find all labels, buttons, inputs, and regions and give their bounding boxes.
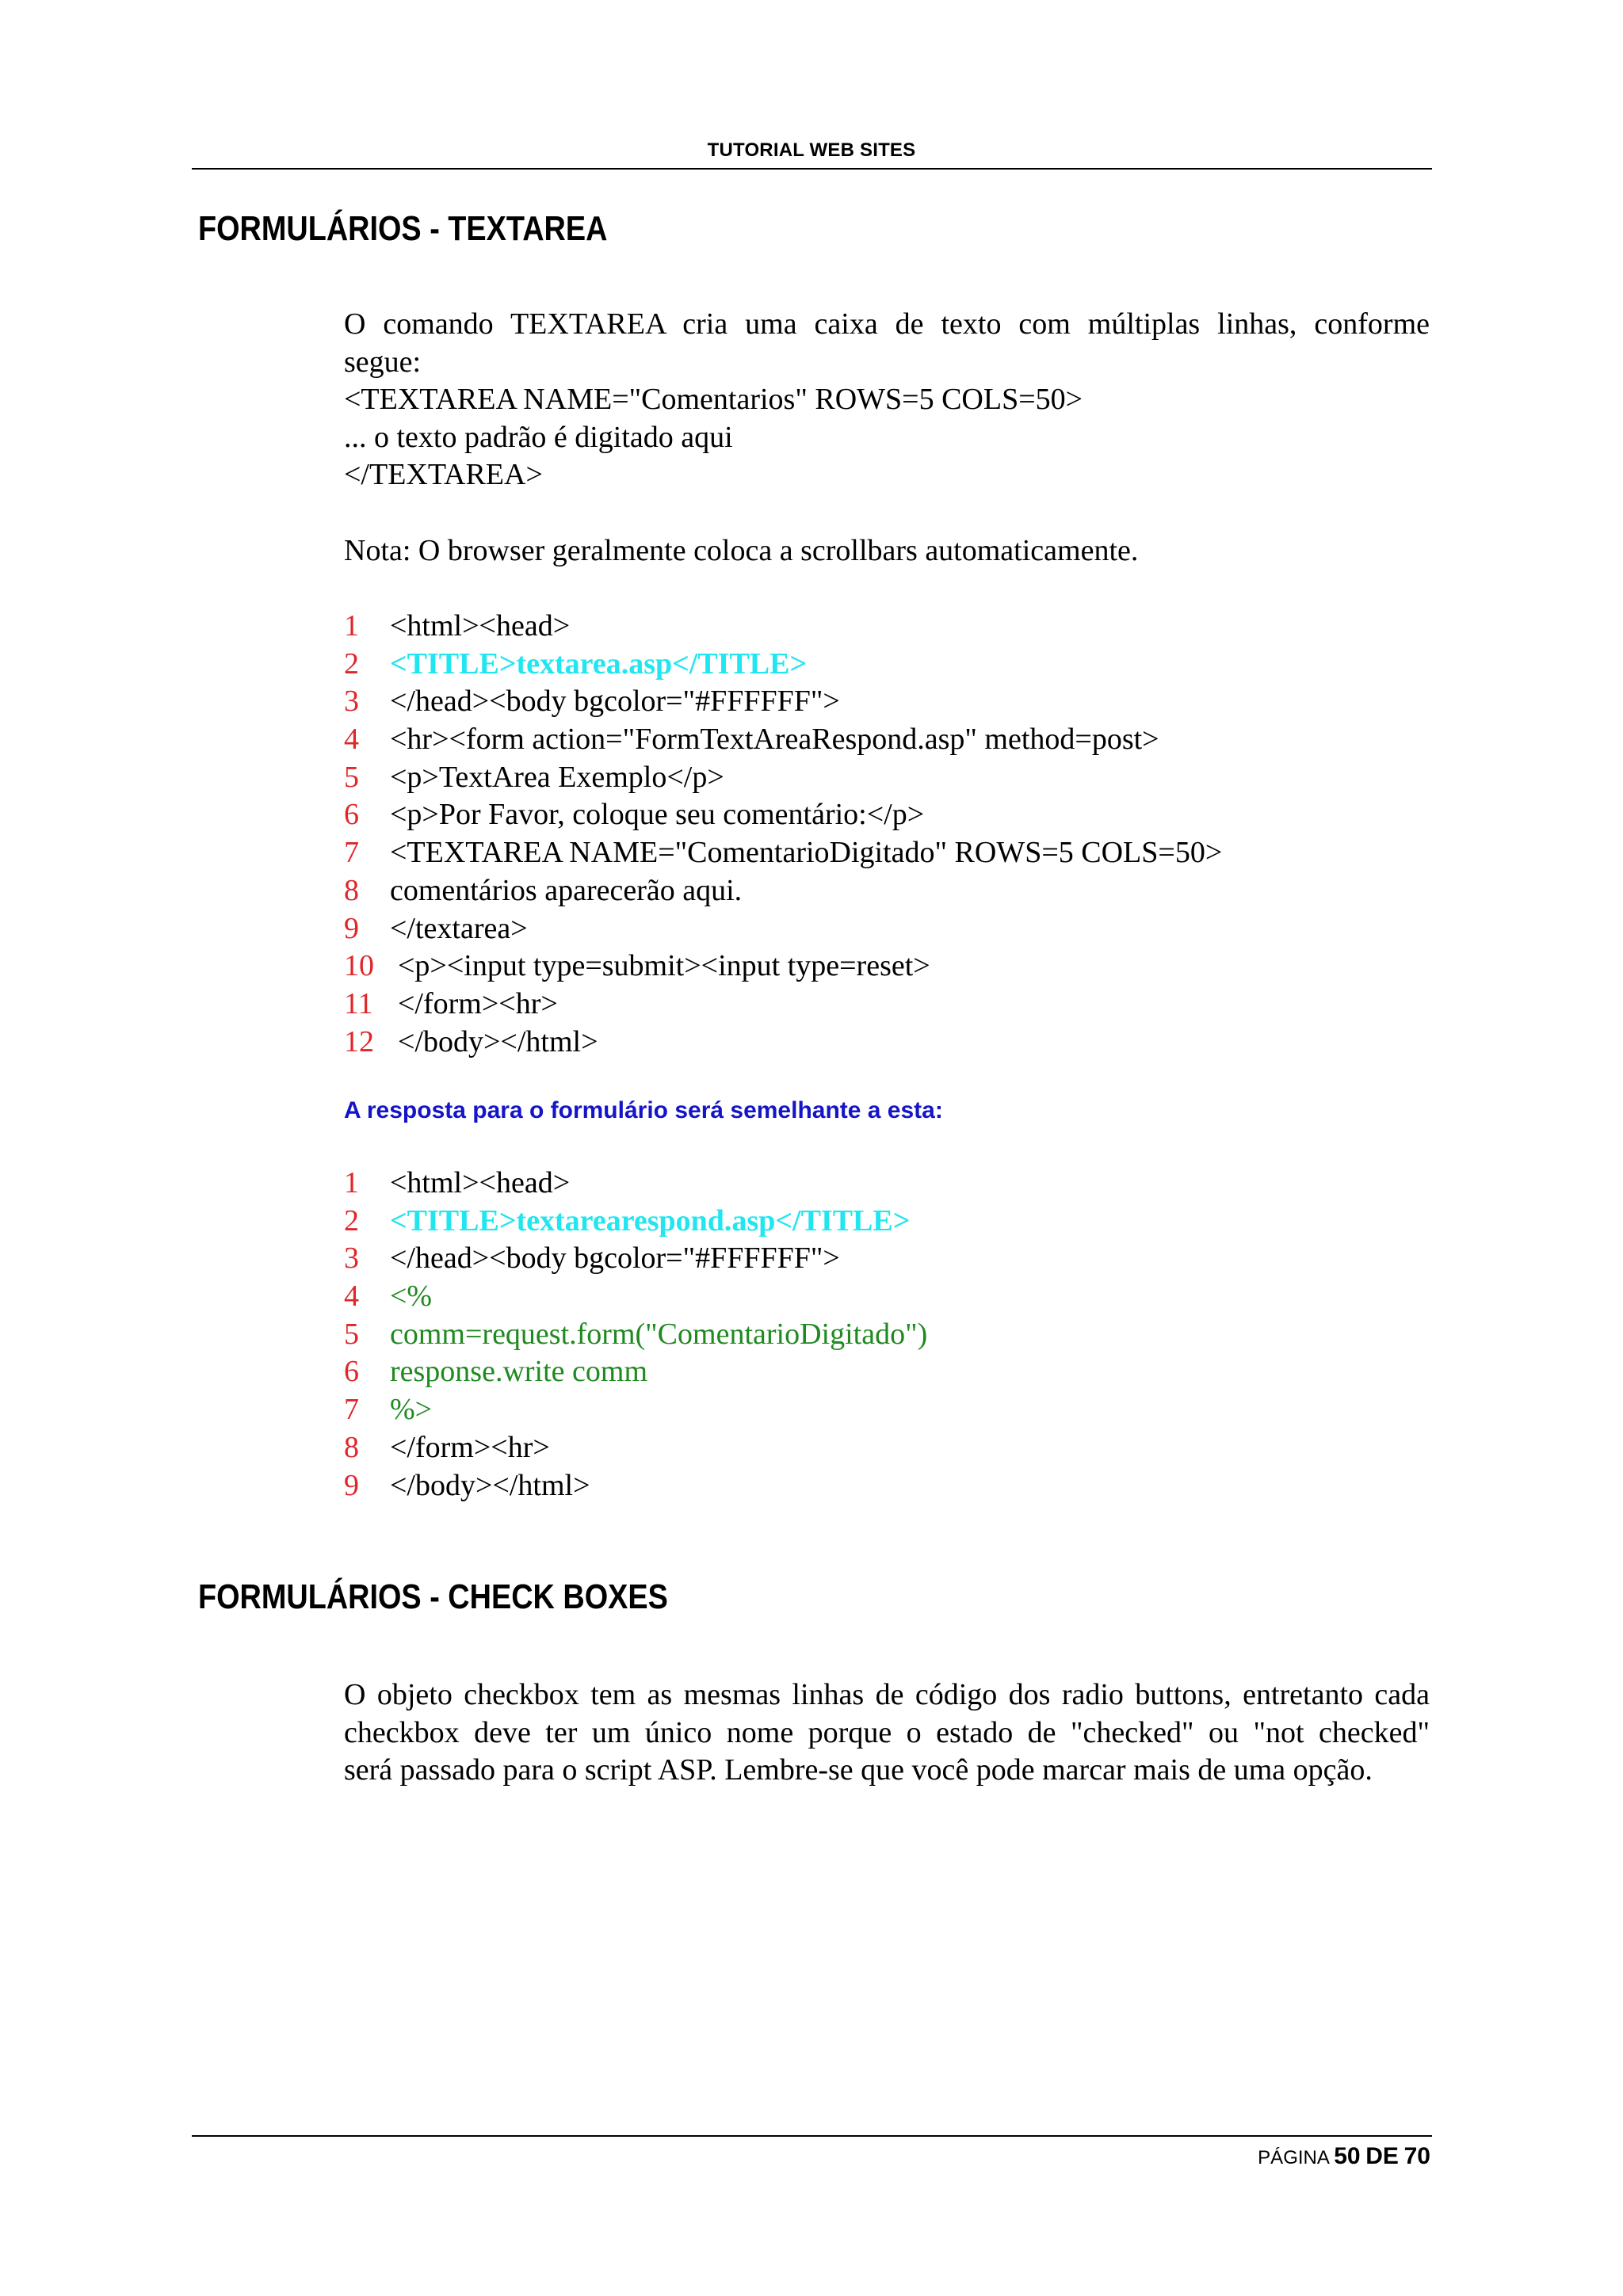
code-line <box>344 910 1222 948</box>
line-number: 4 <box>344 1280 359 1314</box>
code-line <box>344 759 1222 797</box>
code-line <box>344 1024 1222 1062</box>
line-number: 7 <box>344 1393 359 1427</box>
checkbox-line-2: checkbox deve ter um único nome porque o estado de "checked" ou "not checked" <box>344 1715 1430 1749</box>
code-line <box>344 1165 927 1203</box>
line-number: 5 <box>344 760 359 794</box>
line-number: 10 <box>344 949 374 983</box>
scrollbar-note <box>344 532 1430 570</box>
line-number: 3 <box>344 1241 359 1276</box>
code-line <box>344 1353 927 1391</box>
line-number: 12 <box>344 1024 374 1058</box>
line-number: 2 <box>344 646 359 681</box>
line-number: 8 <box>344 873 359 907</box>
code-line <box>344 872 1222 910</box>
line-number: 6 <box>344 798 359 832</box>
code-text: comentários aparecerão aqui. <box>390 873 743 907</box>
line-number: 3 <box>344 685 359 719</box>
code-listing-response <box>344 1165 927 1505</box>
line-number: 1 <box>344 1166 359 1199</box>
code-line <box>344 646 1222 684</box>
code-line <box>344 1240 927 1278</box>
checkbox-line-3: será passado para o script ASP. Lembre-se que você pode marcar mais de uma opção. <box>344 1753 1373 1787</box>
code-listing-textarea <box>344 608 1222 1061</box>
line-number: 6 <box>344 1355 359 1389</box>
code-text: <TITLE>textarea.asp</TITLE> <box>390 646 808 681</box>
code-text: </body></html> <box>390 1468 590 1502</box>
code-line <box>344 683 1222 721</box>
line-number: 2 <box>344 1203 359 1238</box>
code-line <box>344 1429 927 1467</box>
line-number: 1 <box>344 609 359 643</box>
note-text: Nota: O browser geralmente coloca a scrollbars automaticamente. <box>344 534 1139 567</box>
footer-label: PÁGINA <box>1258 2147 1329 2168</box>
code-line <box>344 986 1222 1024</box>
code-line <box>344 1203 927 1241</box>
example-line-3: </TEXTAREA> <box>344 458 543 491</box>
response-heading: A resposta para o formulário será semelhante a esta: <box>344 1097 943 1123</box>
code-text: </body></html> <box>398 1024 598 1058</box>
example-line-2: ... o texto padrão é digitado aqui <box>344 420 733 454</box>
line-number: 9 <box>344 1468 359 1502</box>
code-text: <% <box>390 1280 433 1314</box>
code-text: <html><head> <box>390 1166 571 1199</box>
section-heading-textarea: FORMULÁRIOS - TEXTAREA <box>198 209 608 248</box>
code-text: <TITLE>textarearespond.asp</TITLE> <box>390 1203 911 1238</box>
section-heading-checkboxes: FORMULÁRIOS - CHECK BOXES <box>198 1577 668 1616</box>
intro-line-1: O comando TEXTAREA cria uma caixa de texto com múltiplas linhas, conforme <box>344 307 1430 341</box>
code-text: <p>Por Favor, coloque seu comentário:</p> <box>390 798 925 832</box>
code-text: response.write comm <box>390 1355 648 1389</box>
header-title: TUTORIAL WEB SITES <box>707 139 916 161</box>
line-number: 9 <box>344 911 359 945</box>
code-text: <html><head> <box>390 609 571 643</box>
checkbox-line-1: O objeto checkbox tem as mesmas linhas de código dos radio buttons, entretanto cada <box>344 1678 1430 1711</box>
code-text: </textarea> <box>390 911 528 945</box>
code-line <box>344 796 1222 834</box>
code-text: <p><input type=submit><input type=reset> <box>398 949 930 983</box>
code-line <box>344 1467 927 1505</box>
code-text: <TEXTAREA NAME="ComentarioDigitado" ROWS=5 COLS=50> <box>390 836 1223 870</box>
footer-divider <box>192 2135 1432 2137</box>
intro-line-2: segue: <box>344 345 422 379</box>
footer-current-page: 50 <box>1334 2143 1361 2169</box>
example-line-1: <TEXTAREA NAME="Comentarios" ROWS=5 COLS=50> <box>344 383 1083 416</box>
code-line <box>344 1316 927 1354</box>
page-footer <box>1258 2143 1430 2170</box>
line-number: 8 <box>344 1430 359 1464</box>
code-line <box>344 721 1222 759</box>
code-text: </form><hr> <box>390 1430 550 1464</box>
header-divider <box>192 168 1432 170</box>
code-text: <hr><form action="FormTextAreaRespond.asp" method=post> <box>390 723 1159 757</box>
line-number: 5 <box>344 1317 359 1351</box>
line-number: 4 <box>344 723 359 757</box>
line-number: 11 <box>344 986 373 1020</box>
footer-total-pages: 70 <box>1403 2143 1430 2169</box>
code-text: comm=request.form("ComentarioDigitado") <box>390 1317 928 1351</box>
code-text: </form><hr> <box>398 986 558 1020</box>
textarea-intro <box>344 306 1430 494</box>
code-line <box>344 948 1222 986</box>
footer-de: DE <box>1365 2143 1399 2169</box>
code-line <box>344 608 1222 646</box>
checkbox-paragraph <box>344 1676 1430 1790</box>
code-line <box>344 1391 927 1429</box>
code-line <box>344 834 1222 872</box>
code-text: <p>TextArea Exemplo</p> <box>390 760 724 794</box>
code-text: </head><body bgcolor="#FFFFFF"> <box>390 1241 840 1276</box>
code-text: %> <box>390 1393 433 1427</box>
code-line <box>344 1278 927 1316</box>
code-text: </head><body bgcolor="#FFFFFF"> <box>390 685 840 719</box>
line-number: 7 <box>344 836 359 870</box>
